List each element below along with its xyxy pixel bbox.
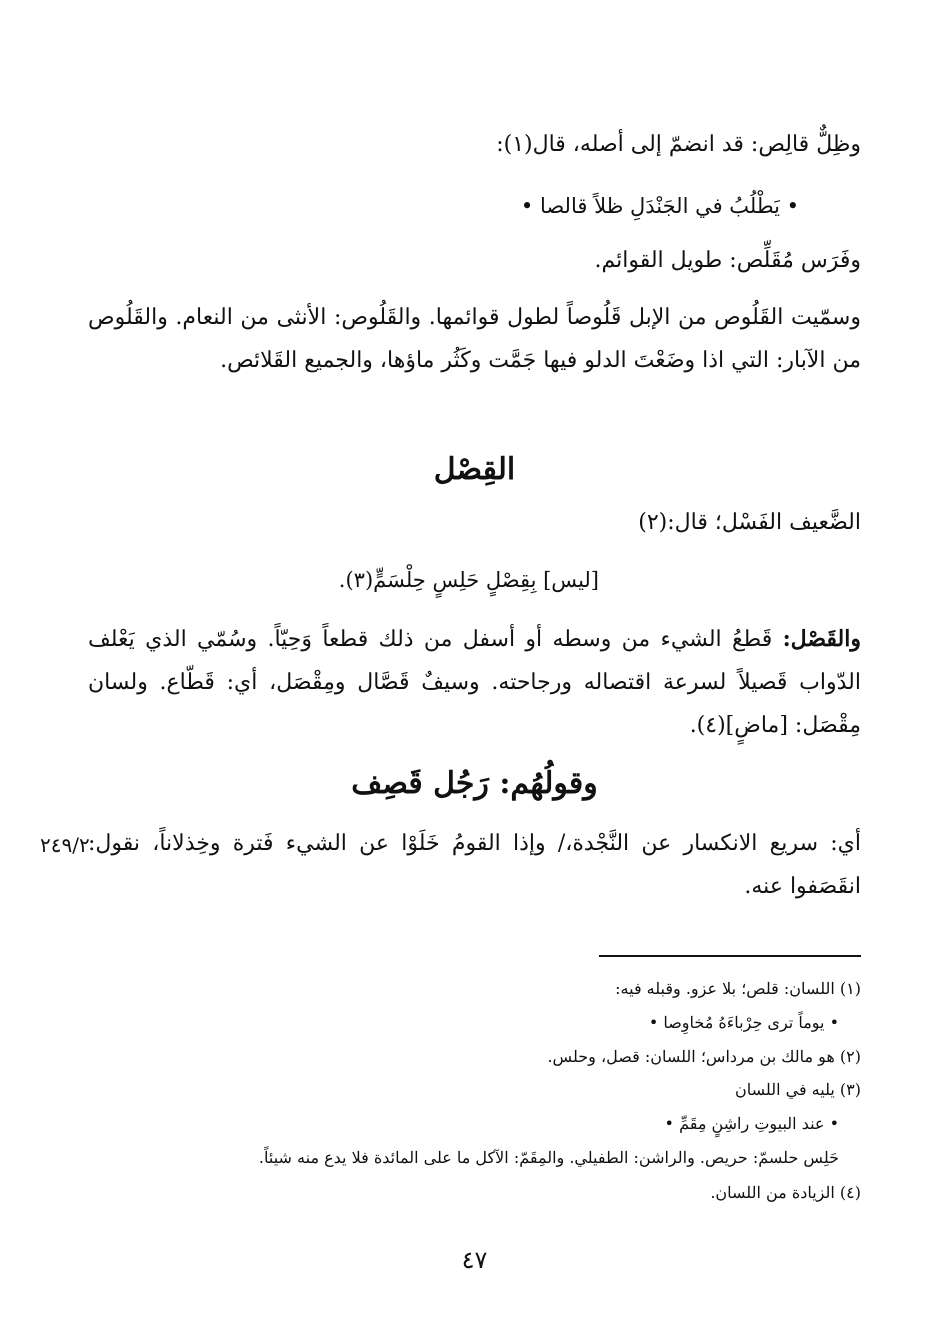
entry-term-qasl: والقَصْل:	[782, 626, 861, 652]
paragraph-qasl	[88, 618, 861, 747]
paragraph-qasl-text: قَطعُ الشيء من وسطه أو أسفل من ذلك قطعاً وَحِيّاً. وسُمّي الذي يَعْلف الدّواب قَصيلاً لسرعة اقتصاله ورجاحته. وسيفٌ قَصَّال ومِقْصَل، أي: قَطّاع. ولسان مِقْصَل: [ماضٍ](٤).	[88, 627, 861, 738]
marginal-page-reference: ٢٤٩/٢	[40, 833, 90, 857]
text-line-zill-qalis: وظِلٌّ قالِص: قد انضمّ إلى أصله، قال(١):	[496, 132, 861, 157]
entry-heading-rajul-qasif: وقولُهُم: رَجُل قَصِف	[351, 766, 598, 801]
verse-line-1: • يَطْلُبُ في الجَنْدَلِ ظلاً قالصا •	[520, 194, 799, 218]
paragraph-qasif: أي: سريع الانكسار عن النَّجْدة،/ وإذا القومُ خَلَوْا عن الشيء فَترة وخِذلاناً، نقول: انقَصَفوا عنه.	[88, 831, 861, 899]
paragraph-qalus: وسمّيت القَلُوص من الإبل قَلُوصاً لطول قوائمها. والقَلُوص: الأنثى من النعام. والقَلُوص من الآبار: التي اذا وضَعْتَ الدلو فيها جَمَّت وكَثُر ماؤها، والجميع القَلائص.	[88, 305, 861, 373]
footnote-3-gloss: حَلِس حلسمّ: حريص. والراشن: الطفيلي. والمِقَمّ: الآكل ما على المائدة فلا يدع منه شيئاً.	[258, 1148, 839, 1167]
footnote-divider	[599, 955, 861, 957]
text-line-faras-muqallis: وفَرَس مُقَلِّص: طويل القوائم.	[594, 248, 861, 273]
verse-line-2: [ليس] بِقِصْلٍ حَلِسٍ حِلْسَمٍّ(٣).	[338, 568, 599, 592]
footnote-1: (١) اللسان: قلص؛ بلا عزو. وقبله فيه:	[615, 979, 861, 998]
footnote-4: (٤) الزيادة من اللسان.	[710, 1183, 861, 1202]
footnote-1-verse: • يوماً ترى حِرْباءَهُ مُخاوِصا •	[648, 1013, 839, 1032]
text-line-daif-fasl: الضَّعيف الفَسْل؛ قال:(٢)	[638, 510, 861, 535]
footnote-3-verse: • عند البيوتِ راشِنٍ مِقَمِّ •	[664, 1114, 839, 1133]
footnote-2: (٢) هو مالك بن مرداس؛ اللسان: قصل، وحلس.	[547, 1047, 861, 1066]
entry-heading-qisl: القِصْل	[433, 452, 516, 487]
page-number: ٤٧	[461, 1246, 488, 1274]
footnote-3: (٣) يليه في اللسان	[735, 1080, 861, 1099]
